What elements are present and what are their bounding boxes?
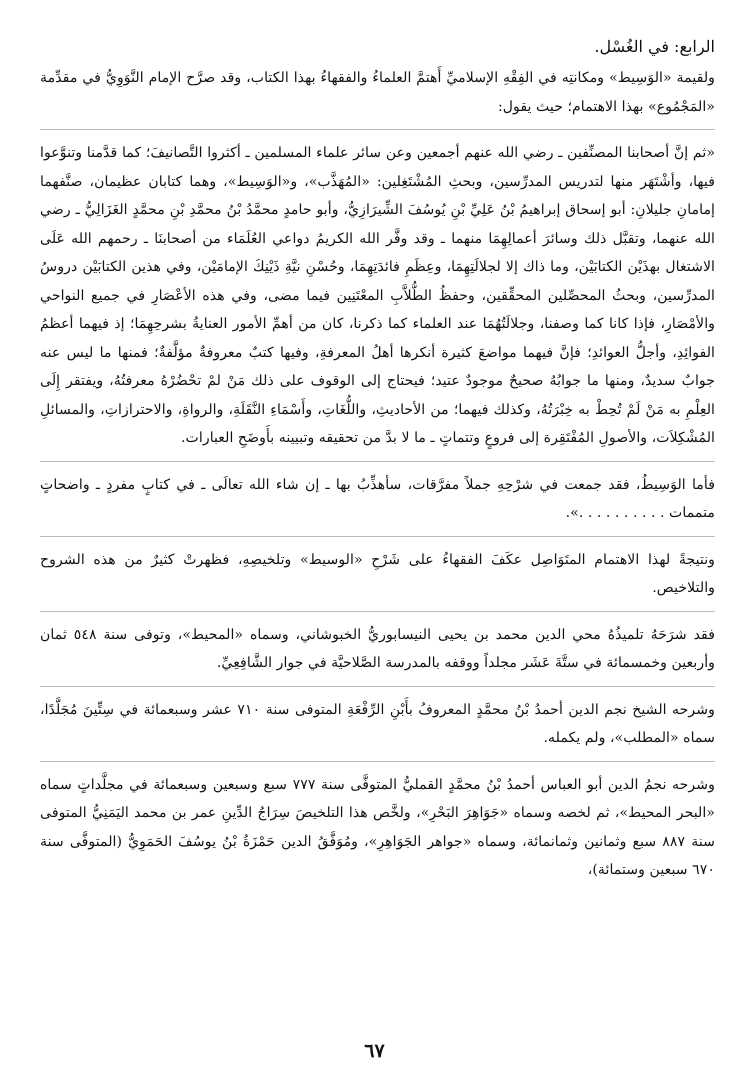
paragraph-intro: ولقيمة «الوَسِيط» ومكانتِه في الفِقْهِ الإسلاميِّ أَهتمَّ العلماءُ والفقهاءُ بهذا الكتاب، وقد صرَّح الإمام النَّوَوِيُّ في مقدِّمة «المَجْمُوع» بهذا الاهتمام؛ حيث يقول: — [40, 70, 715, 115]
paragraph-result: ونتيجةً لهذا الاهتمام المتَوَاصِل عكَفَ الفقهاءُ على شَرْحِ «الوسيط» وتلخيصِهِ، فظهرتْ كثيرٌ من هذه الشروح والتلاخيص. — [40, 551, 715, 596]
divider — [40, 461, 715, 462]
divider — [40, 129, 715, 130]
paragraph-qamuli: وشرحه نجمُ الدين أبو العباس أحمدُ بْنُ محمَّدٍ القمليُّ المتوفَّى سنة ٧٧٧ سبع وسبعين وسبعمائة في مجلَّداتٍ سماه «البحر المحيط»، ثم لخصه وسماه «جَوَاهِرَ البَحْرِ»، ولخَّص هذا التلخيصَ سِرَاجُ الدِّينِ عمر بن محمد اليَمَنِيُّ المتوفى سنة ٨٨٧ سبع وثمانين وثمانمائة، وسماه «جواهر الجَوَاهِرِ»، ومُوَفَّقُ الدين حَمْزَةُ بْنُ يوسُفَ الحَمَوِيُّ (المتوفَّى سنة ٦٧٠ سبعين وستمائة)، — [40, 776, 715, 878]
paragraph-khabushani: فقد شرَحَهُ تلميذُهُ محي الدين محمد بن يحيى النيسابوريُّ الخبوشاني، وسماه «المحيط»، وتوفى سنة ٥٤٨ ثمان وأربعين وخمسمائة في ستَّةَ عَشَر مجلداً ووقفه بالمدرسة الصَّلاحيَّة في جوار الشَّافِعِيِّ. — [40, 626, 716, 671]
divider — [40, 686, 715, 687]
page-body — [40, 34, 715, 885]
paragraph-ibn-rifaa: وشرحه الشيخ نجم الدين أحمدُ بْنُ محمَّدٍ المعروفُ بأَبْنِ الرِّفْعَةِ المتوفى سنة ٧١٠ عشر وسبعمائة في سِتِّينَ مُجَلَّدًا، سماه «المطلب»، ولم يكمله. — [40, 701, 715, 746]
page-number: ٦٧ — [364, 1040, 385, 1062]
section-heading: الرابع: في الغُسْل. — [594, 37, 715, 56]
divider — [40, 536, 715, 537]
paragraph-wasit-sharh: فأما الوَسِيطُ، فقد جمعت في شرْحِهِ جملاً مفرَّقات، سأهذِّبُ بها ـ إن شاء الله تعالَى ـ في كتابٍ مفردٍ ـ واضحاتٍ متممات . . . . . . . . . .». — [40, 476, 715, 521]
divider — [40, 761, 715, 762]
divider — [40, 611, 715, 612]
paragraph-nawawi-quote: «ثم إنَّ أصحابنا المصنِّفين ـ رضي الله عنهم أجمعين وعن سائر علماء المسلمين ـ أكثروا التَّصانيفَ؛ كما قدَّمنا وتنوَّعوا فيها، وأشْتَهَر منها لتدريس المدرِّسين، وبحثِ المُشْتَغِلين: «المُهَذَّب»، و«الوَسِيط»، وهما كتابان عظيمان، صنَّفهما إمامانِ جليلانِ: أبو إسحاق إبراهيمُ بْنُ عَلِيِّ بْنِ يُوسُفَ الشِّيرَازِيُّ، وأبو حامدٍ محمَّدُ بْنُ محمَّدِ بْنِ محمَّدٍ الغَزَالِيُّ ـ رضي الله عنهما، وتقبَّل ذلك وسائرَ أعمالِهِمَا منهما ـ وقد وفَّر الله الكريمُ دواعي العُلَمَاء من أصحابنَا ـ رحمهم الله عَلَى الاشتغال بهذَيْن الكتابَيْن، وما ذاك إلا لجلالَتِهِمَا، وعِظَمِ فائدَتِهِمَا، وحُسْنِ نيَّةِ ذَيْنِكَ الإمامَيْن، وفي هذين الكتابَيْن دروسُ المدرِّسين، وبحثُ المحصِّلين المحقِّقين، وحفظُ الطُّلاَّبِ المعْتَنِين فيما مضى، وفي هذه الأعْصَارِ في جميع النواحي والأمْصَارِ، فإذا كانا كما وصفنا، وجلالَتُهُمَا عند العلماء كما ذكرنا، كان من أهمِّ الأمور العنايةُ بشرحِهِمَا؛ إذ فيهما أعظمُ الفوائِدِ، وأجلُّ العوائدِ؛ فإنَّ فيهما مواضعَ كثيرة أنكرها أهلُ المعرفةِ، وفيها كتبٌ معروفةٌ مؤلَّفةٌ؛ فمنها ما ليس عنه جوابٌ سديدٌ، ومنها ما جوابُهُ صحيحٌ موجودٌ عتيد؛ فيحتاج إلى الوقوف على ذلك مَنْ لمْ تحْضُرْهُ معرفتُهُ، ويفتقر إِلَى العِلْمِ به مَنْ لَمْ تُحِطْ به خِبْرَتُهُ، وكذلك فيهما؛ من الأحاديثِ، واللُّغَاتِ، وأَسْمَاءِ النَّقَلَةِ، والرواةِ، والاحترازاتِ، والمسائلِ المُشْكِلاَت، والأصولِ المُفْتَقِرة إلى فروعٍ وتتماتٍ ـ ما لا بدَّ من تحقيقه وتبيينه بأَوضَحِ العبارات. — [40, 145, 715, 446]
